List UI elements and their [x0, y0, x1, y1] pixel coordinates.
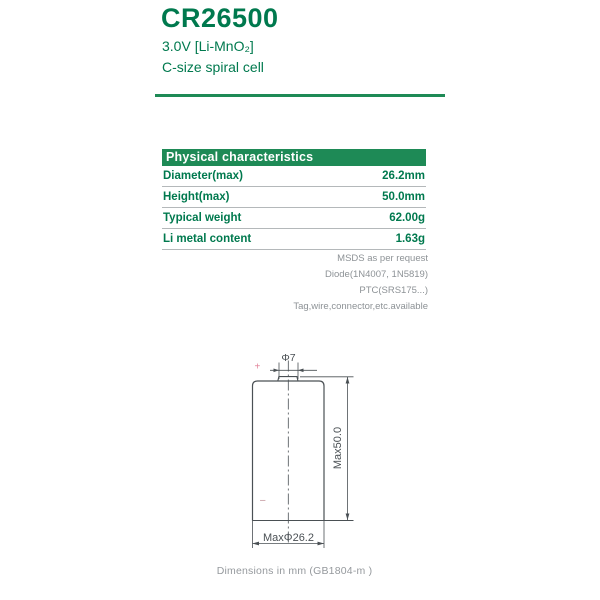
product-title: CR26500	[161, 3, 279, 33]
ordering-options-notes	[162, 251, 428, 315]
spec-label: Li metal content	[163, 233, 252, 245]
height-label: Max50.0	[332, 426, 344, 470]
cell-type-subtitle: C-size spiral cell	[162, 59, 264, 75]
section-divider-rule	[155, 94, 445, 97]
phi7-dimension	[270, 352, 317, 379]
table-header: Physical characteristics	[162, 149, 426, 166]
table-row	[162, 229, 426, 250]
note-line: PTC(SRS175...)	[359, 285, 428, 296]
phi7-label: Φ7	[281, 352, 296, 364]
positive-terminal-mark: +	[254, 361, 261, 373]
note-line: Tag,wire,connector,etc.available	[293, 301, 428, 312]
table-row	[162, 187, 426, 208]
note-line: MSDS as per request	[337, 253, 428, 264]
table-row	[162, 166, 426, 187]
spec-value: 1.63g	[395, 233, 425, 245]
negative-terminal-mark: −	[259, 495, 266, 507]
diameter-label: MaxΦ26.2	[263, 532, 314, 544]
physical-characteristics-table	[162, 149, 426, 250]
spec-value: 62.00g	[389, 212, 425, 224]
positive-button-terminal	[278, 377, 298, 381]
dimensions-footnote: Dimensions in mm (GB1804-m )	[216, 565, 373, 577]
spec-value: 50.0mm	[382, 191, 425, 203]
table-row	[162, 208, 426, 229]
height-dimension	[253, 377, 354, 521]
spec-label: Typical weight	[163, 212, 242, 224]
chemistry-subtitle: 3.0V [Li-MnO₂]	[162, 38, 254, 54]
note-line: Diode(1N4007, 1N5819)	[325, 269, 428, 280]
cell-dimension-drawing	[240, 348, 370, 556]
diameter-dimension	[253, 521, 325, 549]
spec-label: Height(max)	[163, 191, 230, 203]
spec-label: Diameter(max)	[163, 170, 243, 182]
spec-value: 26.2mm	[382, 170, 425, 182]
